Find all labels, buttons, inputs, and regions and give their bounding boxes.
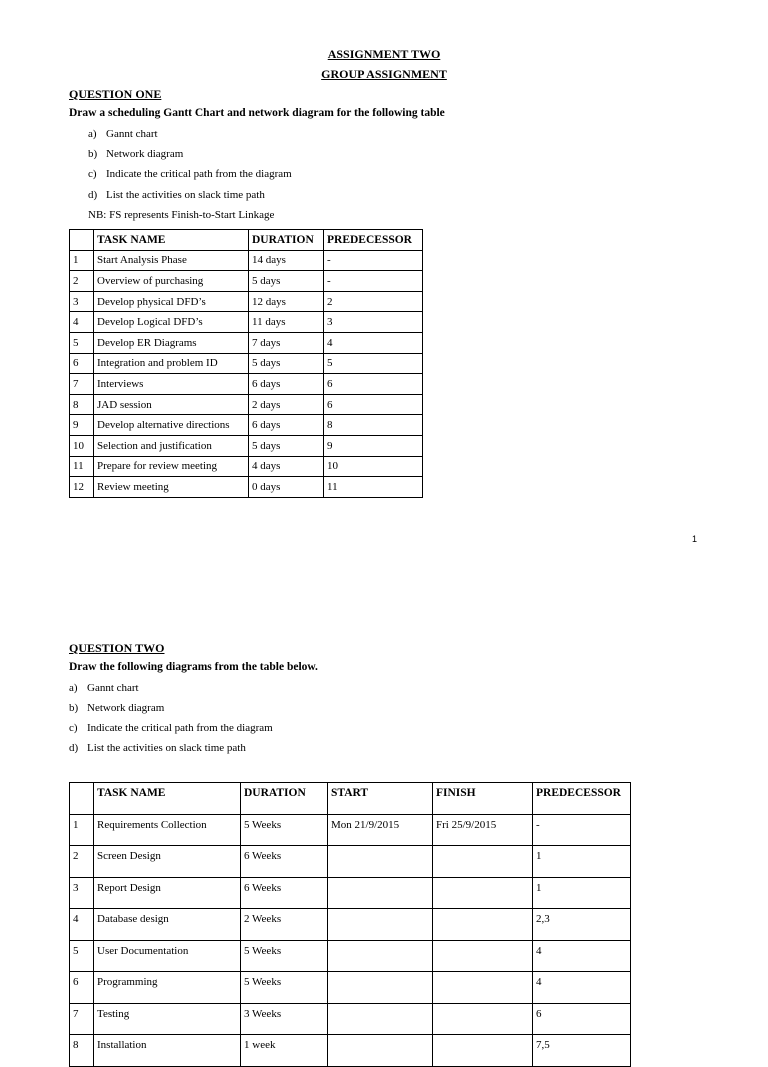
list-item: d) List the activities on slack time path xyxy=(88,189,265,201)
duration: 5 Weeks xyxy=(241,972,328,1004)
predecessor: 8 xyxy=(324,415,423,436)
table-row xyxy=(70,435,423,456)
page-number: 1 xyxy=(692,534,698,544)
row-number: 7 xyxy=(70,1003,94,1035)
task-name: Prepare for review meeting xyxy=(94,456,249,477)
list-item: a) Gannt chart xyxy=(69,682,139,694)
column-header xyxy=(70,783,94,815)
column-header: DURATION xyxy=(241,783,328,815)
list-item: c) Indicate the critical path from the diagram xyxy=(88,168,292,180)
start-date xyxy=(328,940,433,972)
duration: 14 days xyxy=(249,250,324,271)
row-number: 5 xyxy=(70,332,94,353)
task-name: Start Analysis Phase xyxy=(94,250,249,271)
duration: 7 days xyxy=(249,332,324,353)
table-row xyxy=(70,909,631,941)
predecessor: 6 xyxy=(324,394,423,415)
start-date xyxy=(328,1035,433,1067)
duration: 6 Weeks xyxy=(241,846,328,878)
row-number: 11 xyxy=(70,456,94,477)
list-item: c) Indicate the critical path from the diagram xyxy=(69,722,273,734)
predecessor: 10 xyxy=(324,456,423,477)
duration: 5 days xyxy=(249,435,324,456)
table-row xyxy=(70,250,423,271)
task-name: Testing xyxy=(94,1003,241,1035)
task-name: Installation xyxy=(94,1035,241,1067)
task-name: JAD session xyxy=(94,394,249,415)
task-name: Develop ER Diagrams xyxy=(94,332,249,353)
predecessor: 4 xyxy=(533,972,631,1004)
duration: 6 Weeks xyxy=(241,877,328,909)
predecessor: 11 xyxy=(324,477,423,498)
task-name: Develop physical DFD’s xyxy=(94,291,249,312)
column-header: TASK NAME xyxy=(94,230,249,251)
row-number: 2 xyxy=(70,846,94,878)
table-row xyxy=(70,415,423,436)
table-header-row xyxy=(70,783,631,815)
predecessor: 4 xyxy=(533,940,631,972)
predecessor: 5 xyxy=(324,353,423,374)
finish-date xyxy=(433,846,533,878)
row-number: 12 xyxy=(70,477,94,498)
start-date xyxy=(328,1003,433,1035)
row-number: 4 xyxy=(70,312,94,333)
start-date xyxy=(328,846,433,878)
row-number: 4 xyxy=(70,909,94,941)
predecessor: 6 xyxy=(533,1003,631,1035)
finish-date xyxy=(433,972,533,1004)
row-number: 1 xyxy=(70,814,94,846)
finish-date xyxy=(433,940,533,972)
row-number: 1 xyxy=(70,250,94,271)
row-number: 6 xyxy=(70,972,94,1004)
duration: 6 days xyxy=(249,415,324,436)
task-name: Programming xyxy=(94,972,241,1004)
task-name: Interviews xyxy=(94,374,249,395)
duration: 2 Weeks xyxy=(241,909,328,941)
duration: 0 days xyxy=(249,477,324,498)
list-item: b) Network diagram xyxy=(88,148,184,160)
row-number: 3 xyxy=(70,291,94,312)
table-row xyxy=(70,477,423,498)
table-row xyxy=(70,312,423,333)
task-name: User Documentation xyxy=(94,940,241,972)
column-header xyxy=(70,230,94,251)
duration: 4 days xyxy=(249,456,324,477)
question-two-heading: QUESTION TWO xyxy=(69,641,165,655)
assignment-title: ASSIGNMENT TWO xyxy=(327,47,441,61)
predecessor: 1 xyxy=(533,877,631,909)
start-date xyxy=(328,877,433,909)
duration: 5 Weeks xyxy=(241,940,328,972)
task-name: Requirements Collection xyxy=(94,814,241,846)
predecessor: - xyxy=(533,814,631,846)
task-name: Report Design xyxy=(94,877,241,909)
duration: 2 days xyxy=(249,394,324,415)
predecessor: - xyxy=(324,250,423,271)
list-item: a) Gannt chart xyxy=(88,128,158,140)
task-name: Review meeting xyxy=(94,477,249,498)
row-number: 3 xyxy=(70,877,94,909)
table-row xyxy=(70,394,423,415)
predecessor: 1 xyxy=(533,846,631,878)
table-row xyxy=(70,353,423,374)
table-row xyxy=(70,374,423,395)
duration: 6 days xyxy=(249,374,324,395)
task-name: Database design xyxy=(94,909,241,941)
predecessor: 6 xyxy=(324,374,423,395)
finish-date xyxy=(433,1035,533,1067)
table-header-row xyxy=(70,230,423,251)
column-header: DURATION xyxy=(249,230,324,251)
task-name: Overview of purchasing xyxy=(94,271,249,292)
duration: 5 days xyxy=(249,353,324,374)
row-number: 5 xyxy=(70,940,94,972)
duration: 11 days xyxy=(249,312,324,333)
column-header: PREDECESSOR xyxy=(324,230,423,251)
table-row xyxy=(70,972,631,1004)
task-name: Screen Design xyxy=(94,846,241,878)
table-row xyxy=(70,940,631,972)
predecessor: 2 xyxy=(324,291,423,312)
table-row xyxy=(70,271,423,292)
task-name: Integration and problem ID xyxy=(94,353,249,374)
row-number: 7 xyxy=(70,374,94,395)
duration: 5 days xyxy=(249,271,324,292)
row-number: 10 xyxy=(70,435,94,456)
predecessor: 4 xyxy=(324,332,423,353)
duration: 5 Weeks xyxy=(241,814,328,846)
question-two-instruction: Draw the following diagrams from the table below. xyxy=(69,661,318,673)
finish-date xyxy=(433,1003,533,1035)
task-name: Develop alternative directions xyxy=(94,415,249,436)
table-row xyxy=(70,332,423,353)
question-one-heading: QUESTION ONE xyxy=(69,87,162,101)
column-header: FINISH xyxy=(433,783,533,815)
finish-date xyxy=(433,909,533,941)
task-table-one xyxy=(69,229,423,498)
row-number: 9 xyxy=(70,415,94,436)
duration: 3 Weeks xyxy=(241,1003,328,1035)
row-number: 8 xyxy=(70,394,94,415)
table-row xyxy=(70,456,423,477)
table-row xyxy=(70,846,631,878)
table-row xyxy=(70,877,631,909)
row-number: 8 xyxy=(70,1035,94,1067)
predecessor: 7,5 xyxy=(533,1035,631,1067)
start-date xyxy=(328,909,433,941)
predecessor: 3 xyxy=(324,312,423,333)
table-row xyxy=(70,291,423,312)
list-item: d) List the activities on slack time path xyxy=(69,742,246,754)
table-row xyxy=(70,1035,631,1067)
predecessor: 2,3 xyxy=(533,909,631,941)
finish-to-start-note: NB: FS represents Finish-to-Start Linkage xyxy=(88,209,275,221)
column-header: TASK NAME xyxy=(94,783,241,815)
row-number: 2 xyxy=(70,271,94,292)
start-date: Mon 21/9/2015 xyxy=(328,814,433,846)
predecessor: - xyxy=(324,271,423,292)
duration: 1 week xyxy=(241,1035,328,1067)
finish-date: Fri 25/9/2015 xyxy=(433,814,533,846)
start-date xyxy=(328,972,433,1004)
duration: 12 days xyxy=(249,291,324,312)
column-header: PREDECESSOR xyxy=(533,783,631,815)
task-name: Develop Logical DFD’s xyxy=(94,312,249,333)
question-one-instruction: Draw a scheduling Gantt Chart and network diagram for the following table xyxy=(69,107,445,119)
table-row xyxy=(70,814,631,846)
finish-date xyxy=(433,877,533,909)
group-assignment-title: GROUP ASSIGNMENT xyxy=(321,67,447,81)
row-number: 6 xyxy=(70,353,94,374)
predecessor: 9 xyxy=(324,435,423,456)
column-header: START xyxy=(328,783,433,815)
task-name: Selection and justification xyxy=(94,435,249,456)
list-item: b) Network diagram xyxy=(69,702,165,714)
table-row xyxy=(70,1003,631,1035)
